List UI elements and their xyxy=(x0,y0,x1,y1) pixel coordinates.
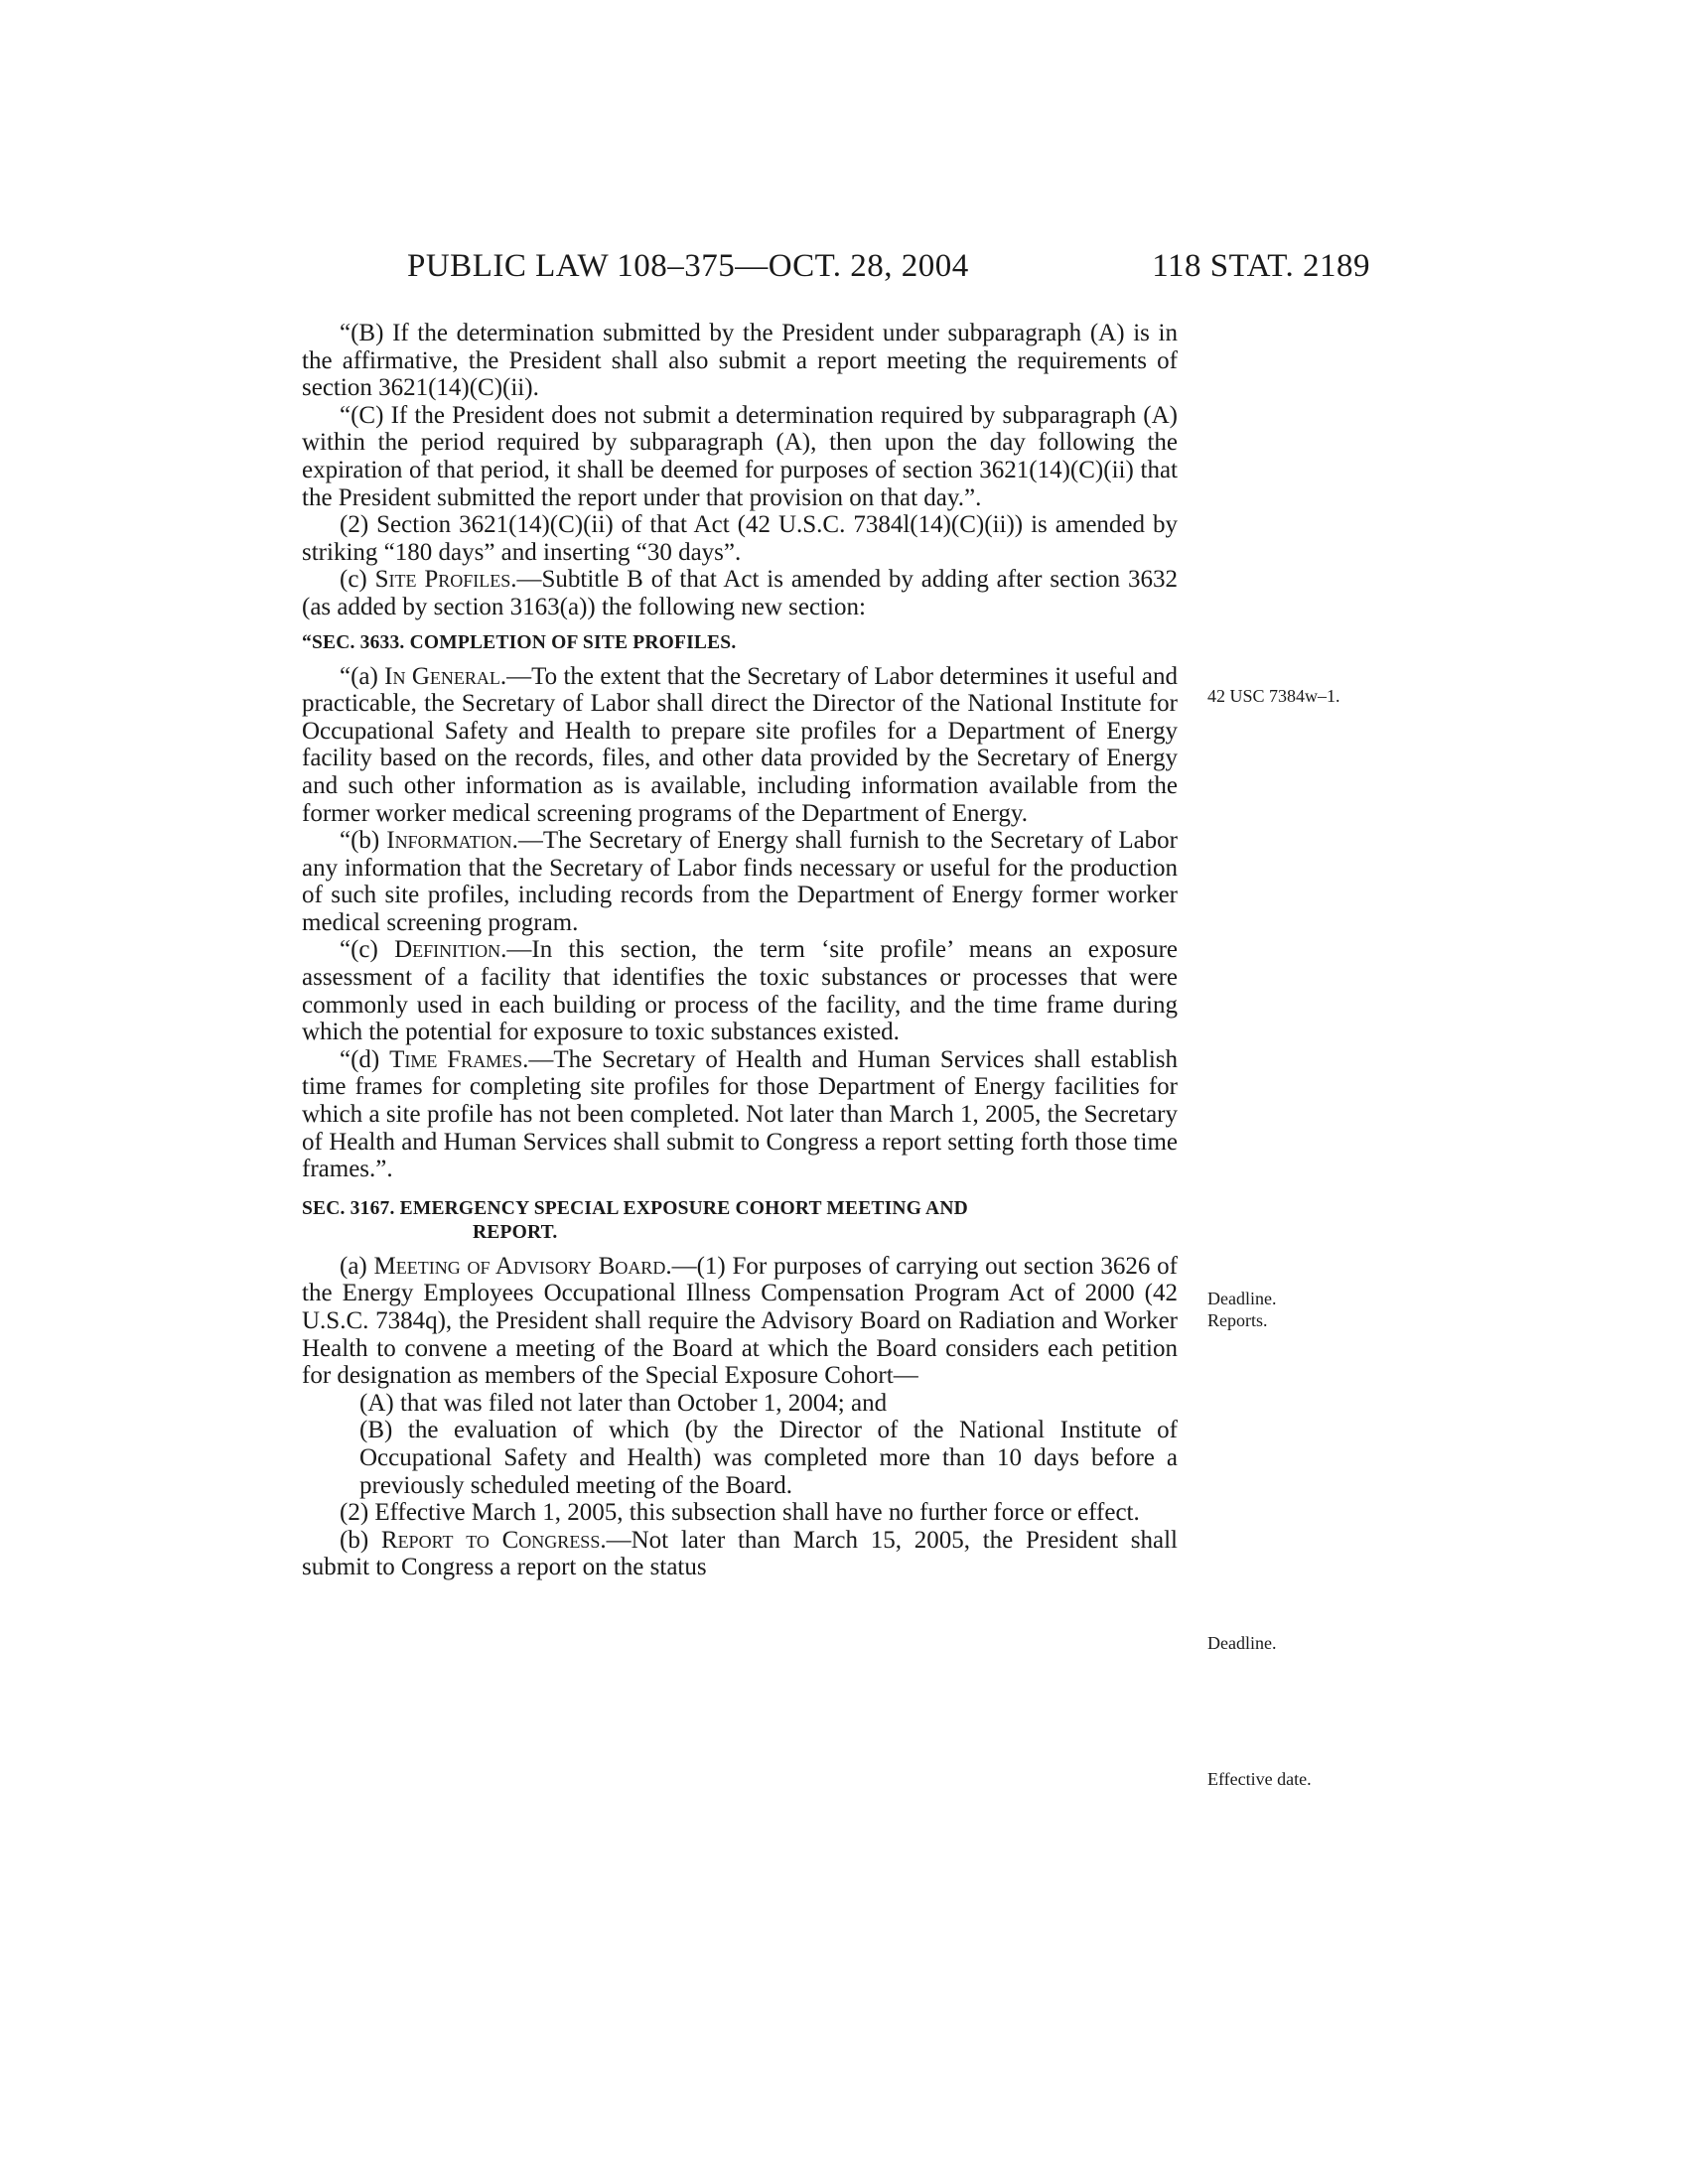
paragraph-lead: “(b) xyxy=(340,827,387,855)
section-3167-b xyxy=(302,1527,1178,1581)
section-3167-heading xyxy=(302,1197,1178,1245)
margin-note-deadline-2: Deadline. xyxy=(1207,1633,1277,1653)
section-3633-a xyxy=(302,663,1178,828)
paragraph-lead: “(d) xyxy=(340,1045,390,1073)
paragraph-text: .—Not later than March 15, 2005, the President shall submit to Congress a report on the status xyxy=(302,1526,1179,1581)
document-body xyxy=(302,320,1178,1581)
section-3167-heading-line2: REPORT. xyxy=(473,1221,558,1243)
paragraph-lead: “(c) xyxy=(340,936,395,964)
section-3633-d xyxy=(302,1046,1178,1183)
paragraph-caption: Site Profiles xyxy=(374,566,511,594)
paragraph-lead: (c) xyxy=(340,566,375,594)
margin-note-deadline: Deadline. xyxy=(1207,1289,1277,1308)
paragraph-text: .—To the extent that the Secretary of Labor determines it useful and practicable, the Secretary of Labor shall direct the Director of the National Institute for Occupational Safety and Health to prepare site profiles for a Department of Energy facility based on the records, files, and other data provided by the Secretary of Energy and such other information as is available, including information available from the former worker medical screening programs of the Department of Energy. xyxy=(302,662,1179,827)
paragraph-caption: Meeting of Advisory Board xyxy=(373,1252,666,1280)
running-header xyxy=(298,248,1370,298)
public-law-title: PUBLIC LAW 108–375—OCT. 28, 2004 xyxy=(407,248,969,284)
statute-page-number: 118 STAT. 2189 xyxy=(1152,248,1370,284)
section-3633-heading: “SEC. 3633. COMPLETION OF SITE PROFILES. xyxy=(302,631,737,653)
paragraph-lead: “(a) xyxy=(340,662,385,690)
margin-note-usc: 42 USC 7384w–1. xyxy=(1207,686,1340,706)
paragraph-b: “(B) If the determination submitted by the President under subparagraph (A) is in the affirmative, the President shall also submit a report meeting the requirements of section 3621(14)(C)(ii). xyxy=(302,320,1178,402)
paragraph-caption: Report to Congress xyxy=(380,1526,601,1554)
paragraph-site-profiles xyxy=(302,566,1178,620)
paragraph-caption: In General xyxy=(384,662,500,690)
paragraph-text: .—The Secretary of Health and Human Services shall establish time frames for completing site profiles for those Department of Energy facilities for which a site profile has not been completed. Not later than March 1, 2005, the Secretary of Health and Human Services shall submit to Congress a report setting forth those time frames.”. xyxy=(302,1045,1179,1183)
section-3633-c xyxy=(302,936,1178,1045)
section-3167-a xyxy=(302,1253,1178,1390)
margin-note-effective-date: Effective date. xyxy=(1207,1769,1312,1789)
paragraph-caption: Time Frames xyxy=(389,1045,523,1073)
paragraph-caption: Information xyxy=(386,827,512,855)
paragraph-lead: (a) xyxy=(340,1252,374,1280)
section-3167-a-B: (B) the evaluation of which (by the Director of the National Institute of Occupational Safety and Health) was completed more than 10 days before a previously scheduled meeting of the Board. xyxy=(359,1417,1178,1499)
paragraph-2: (2) Section 3621(14)(C)(ii) of that Act (42 U.S.C. 7384l(14)(C)(ii)) is amended by striking “180 days” and inserting “30 days”. xyxy=(302,511,1178,566)
section-3167-heading-line1: SEC. 3167. EMERGENCY SPECIAL EXPOSURE COHORT MEETING AND xyxy=(302,1197,968,1219)
paragraph-c: “(C) If the President does not submit a determination required by subparagraph (A) within the period required by subparagraph (A), then upon the day following the expiration of that period, it shall be deemed for purposes of section 3621(14)(C)(ii) that the President submitted the report under that provision on that day.”. xyxy=(302,401,1178,511)
section-3167-a-A: (A) that was filed not later than October 1, 2004; and xyxy=(359,1389,888,1417)
paragraph-lead: (b) xyxy=(340,1526,381,1554)
paragraph-caption: Definition xyxy=(394,936,501,964)
paragraph-text: .—In this section, the term ‘site profile’ means an exposure assessment of a facility that identifies the toxic substances or processes that were commonly used in each building or process of the facility, and the time frame during which the potential for exposure to toxic substances existed. xyxy=(302,936,1178,1046)
paragraph-text: .—Subtitle B of that Act is amended by adding after section 3632 (as added by section 3163(a)) the following new section: xyxy=(302,566,1178,620)
margin-note-reports: Reports. xyxy=(1207,1310,1268,1330)
section-3167-a-2: (2) Effective March 1, 2005, this subsection shall have no further force or effect. xyxy=(340,1499,1140,1527)
paragraph-text: .—The Secretary of Energy shall furnish to the Secretary of Labor any information that the Secretary of Labor finds necessary or useful for the production of such site profiles, including records from the Department of Energy former worker medical screening program. xyxy=(302,827,1179,936)
section-3633-b xyxy=(302,827,1178,936)
paragraph-text: .—(1) For purposes of carrying out section 3626 of the Energy Employees Occupational Illness Compensation Program Act of 2000 (42 U.S.C. 7384q), the President shall require the Advisory Board on Radiation and Worker Health to convene a meeting of the Board at which the Board considers each petition for designation as members of the Special Exposure Cohort— xyxy=(302,1252,1178,1390)
